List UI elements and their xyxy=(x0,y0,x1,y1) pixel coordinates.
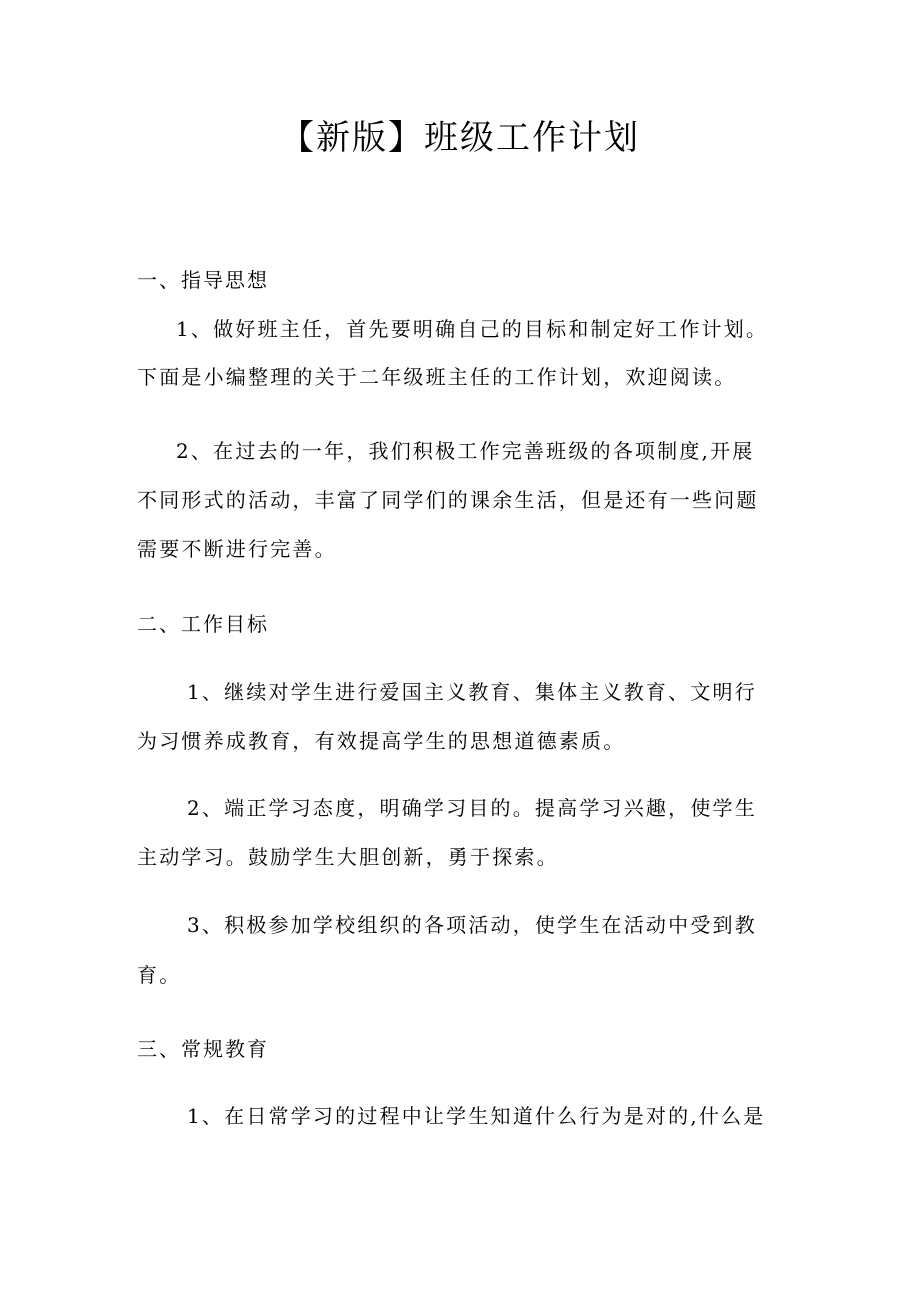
paragraph-line: 需要不断进行完善。 xyxy=(137,537,337,561)
paragraph-line: 2、在过去的一年，我们积极工作完善班级的各项制度,开展 xyxy=(176,439,755,463)
section-heading: 三、常规教育 xyxy=(137,1037,269,1061)
paragraph-line: 主动学习。鼓励学生大胆创新，勇于探索。 xyxy=(137,845,559,869)
paragraph-line: 1、继续对学生进行爱国主义教育、集体主义教育、文明行 xyxy=(187,680,757,704)
section-heading: 一、指导思想 xyxy=(137,268,269,292)
paragraph-line: 为习惯养成教育，有效提高学生的思想道德素质。 xyxy=(137,729,626,753)
paragraph-line: 1、做好班主任，首先要明确自己的目标和制定好工作计划。 xyxy=(176,317,769,341)
paragraph-line: 3、积极参加学校组织的各项活动，使学生在活动中受到教 xyxy=(187,913,757,937)
paragraph-line: 育。 xyxy=(137,963,182,987)
paragraph-line: 1、在日常学习的过程中让学生知道什么行为是对的,什么是 xyxy=(187,1104,766,1128)
paragraph-line: 下面是小编整理的关于二年级班主任的工作计划，欢迎阅读。 xyxy=(137,365,737,389)
paragraph-line: 不同形式的活动，丰富了同学们的课余生活，但是还有一些问题 xyxy=(137,488,759,512)
paragraph-line: 2、端正学习态度，明确学习目的。提高学习兴趣，使学生 xyxy=(187,796,757,820)
document-title: 【新版】班级工作计划 xyxy=(280,118,640,158)
section-heading: 二、工作目标 xyxy=(137,612,269,636)
